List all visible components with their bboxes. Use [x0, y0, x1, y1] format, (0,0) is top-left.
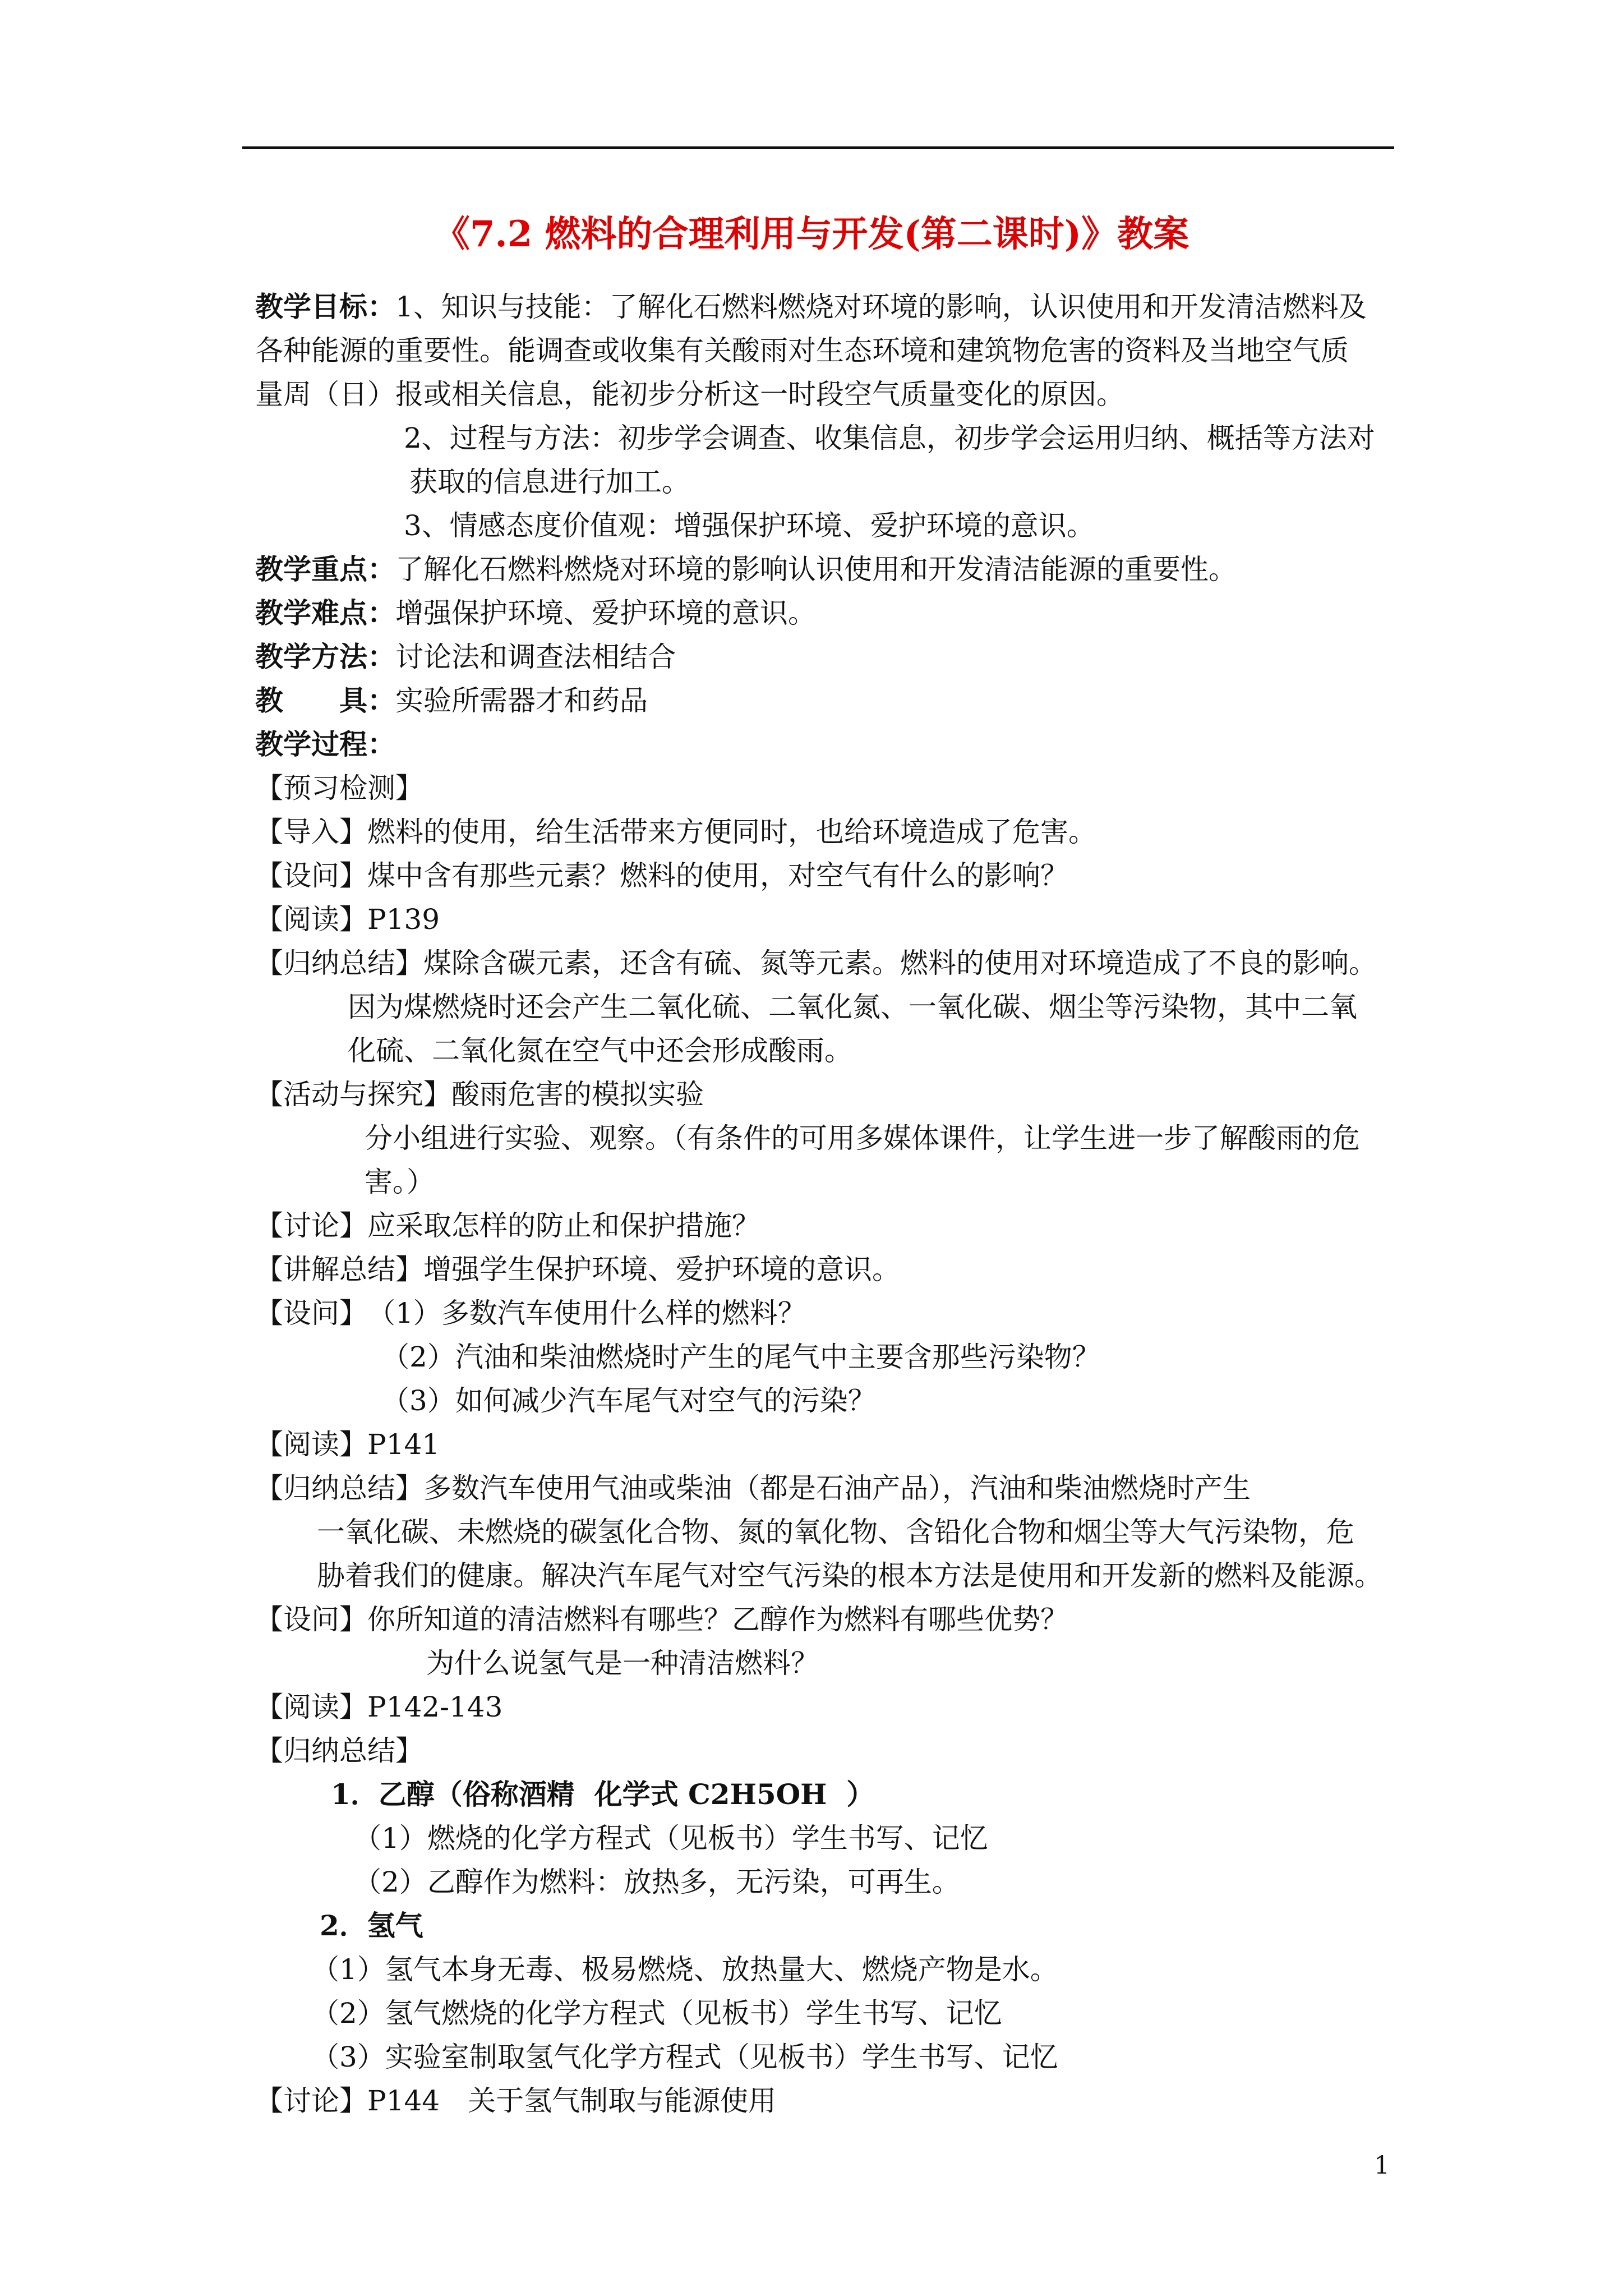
question-3-line-a: 【设问】你所知道的清洁燃料有哪些？乙醇作为燃料有哪些优势？ [255, 1603, 1068, 1636]
discussion-1-line: 【讨论】应采取怎样的防止和保护措施？ [255, 1209, 760, 1242]
objectives-line-5: 获取的信息进行加工。 [409, 466, 690, 498]
reading-1-line: 【阅读】P139 [255, 903, 440, 936]
ethanol-heading: 1．乙醇（俗称酒精 化学式 C2H5OH ） [331, 1778, 875, 1811]
hydrogen-point-3: （3）实验室制取氢气化学方程式（见板书）学生书写、记忆 [311, 2041, 1058, 2073]
process-heading: 教学过程： [255, 728, 395, 761]
document-title: 《7.2 燃料的合理利用与开发(第二课时)》教案 [434, 213, 1189, 255]
explain-line: 【讲解总结】增强学生保护环境、爱护环境的意识。 [255, 1253, 900, 1286]
question-2-line-a: 【设问】 （1）多数汽车使用什么样的燃料？ [255, 1297, 806, 1329]
discussion-2-line: 【讨论】P144 关于氢气制取与能源使用 [255, 2085, 777, 2117]
summary-2-line-b: 一氧化碳、未燃烧的碳氢化合物、氮的氧化物、含铅化合物和烟尘等大气污染物，危 [317, 1516, 1354, 1548]
summary-2-line-c: 胁着我们的健康。解决汽车尾气对空气污染的根本方法是使用和开发新的燃料及能源。 [317, 1559, 1382, 1592]
tools-line: 教 具：实验所需器才和药品 [255, 684, 648, 717]
activity-line: 【活动与探究】酸雨危害的模拟实验 [255, 1078, 704, 1111]
objectives-line-4: 2、过程与方法：初步学会调查、收集信息，初步学会运用归纳、概括等方法对 [404, 422, 1375, 454]
objectives-line-3: 量周（日）报或相关信息，能初步分析这一时段空气质量变化的原因。 [255, 378, 1124, 411]
header-rule [242, 146, 1394, 149]
method-line: 教学方法：讨论法和调查法相结合 [255, 640, 676, 673]
summary-2-line-a: 【归纳总结】多数汽车使用气油或柴油（都是石油产品），汽油和柴油燃烧时产生 [255, 1472, 1251, 1504]
intro-line: 【导入】燃料的使用，给生活带来方便同时，也给环境造成了危害。 [255, 816, 1096, 848]
hydrogen-heading: 2．氢气 [320, 1909, 423, 1942]
summary-1-line-b: 因为煤燃烧时还会产生二氧化硫、二氧化氮、一氧化碳、烟尘等污染物，其中二氧 [348, 991, 1357, 1023]
question-1-line: 【设问】煤中含有那些元素？燃料的使用，对空气有什么的影响？ [255, 859, 1068, 892]
keypoint-line: 教学重点：了解化石燃料燃烧对环境的影响认识使用和开发清洁能源的重要性。 [255, 553, 1237, 586]
hydrogen-point-1: （1）氢气本身无毒、极易燃烧、放热量大、燃烧产物是水。 [311, 1953, 1058, 1986]
ethanol-point-1: （1）燃烧的化学方程式（见板书）学生书写、记忆 [353, 1822, 988, 1855]
objectives-label: 教学目标： [255, 290, 395, 323]
preview-line: 【预习检测】 [255, 772, 423, 804]
objectives-line-1: 教学目标：1、知识与技能：了解化石燃料燃烧对环境的影响，认识使用和开发清洁燃料及 [255, 290, 1367, 323]
difficulty-line: 教学难点：增强保护环境、爱护环境的意识。 [255, 596, 816, 629]
page-number: 1 [1374, 2151, 1390, 2180]
ethanol-point-2: （2）乙醇作为燃料：放热多，无污染，可再生。 [353, 1866, 960, 1898]
reading-2-line: 【阅读】P141 [255, 1428, 440, 1461]
summary-1-line-c: 化硫、二氧化氮在空气中还会形成酸雨。 [348, 1034, 852, 1067]
activity-line-b: 分小组进行实验、观察。（有条件的可用多媒体课件，让学生进一步了解酸雨的危 [365, 1122, 1360, 1154]
summary-1-line-a: 【归纳总结】煤除含碳元素，还含有硫、氮等元素。燃料的使用对环境造成了不良的影响。 [255, 947, 1377, 979]
question-3-line-b: 为什么说氢气是一种清洁燃料？ [426, 1647, 819, 1680]
activity-line-c: 害。） [365, 1166, 435, 1198]
objectives-line-2: 各种能源的重要性。能调查或收集有关酸雨对生态环境和建筑物危害的资料及当地空气质 [255, 334, 1349, 367]
document-body [255, 285, 1394, 2123]
question-2-line-b: （2）汽油和柴油燃烧时产生的尾气中主要含那些污染物？ [381, 1341, 1100, 1373]
summary-3-line: 【归纳总结】 [255, 1734, 423, 1767]
question-2-line-c: （3）如何减少汽车尾气对空气的污染？ [381, 1384, 876, 1417]
hydrogen-point-2: （2）氢气燃烧的化学方程式（见板书）学生书写、记忆 [311, 1997, 1002, 2030]
objectives-line-6: 3、情感态度价值观：增强保护环境、爱护环境的意识。 [404, 509, 1095, 542]
reading-3-line: 【阅读】P142-143 [255, 1691, 503, 1723]
